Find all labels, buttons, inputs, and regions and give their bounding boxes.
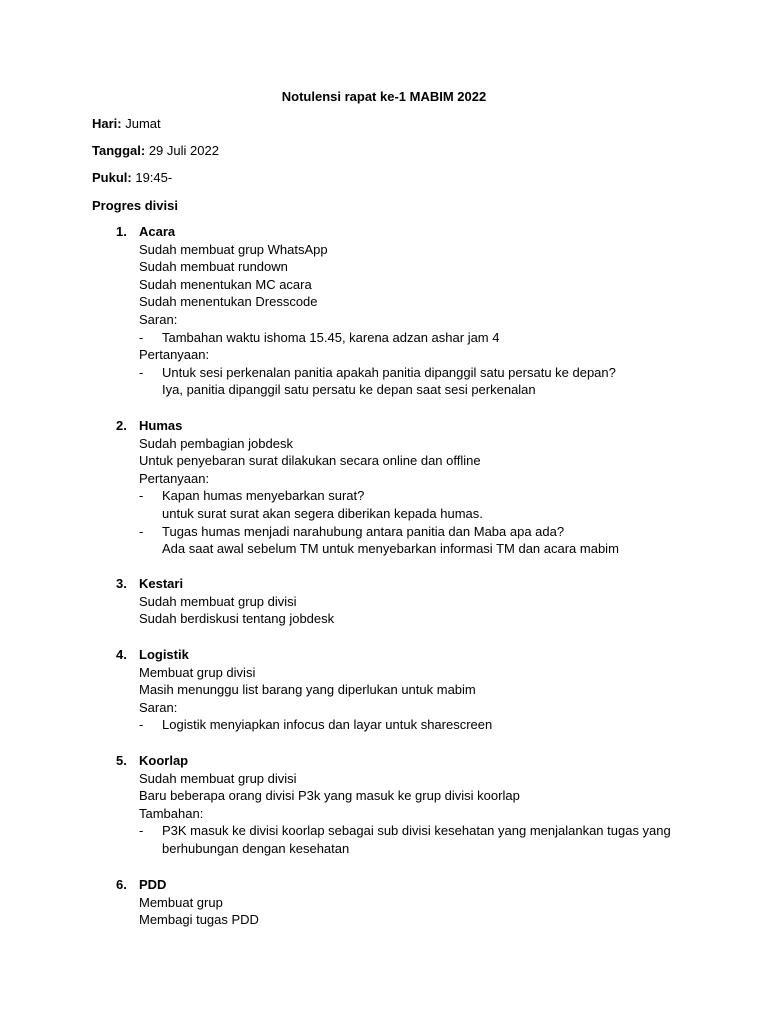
item-heading: Koorlap	[139, 753, 189, 768]
section-title: Progres divisi	[92, 198, 178, 213]
bullet-point	[139, 329, 678, 347]
answer-text: Iya, panitia dipanggil satu persatu ke depan saat sesi perkenalan	[162, 382, 536, 398]
bullet-point	[139, 822, 678, 857]
bullet-text: Untuk sesi perkenalan panitia apakah panitia dipanggil satu persatu ke depan?	[162, 364, 616, 380]
item-number: 4.	[116, 647, 127, 662]
item-line: Sudah menentukan MC acara	[139, 276, 312, 292]
item-heading: Kestari	[139, 576, 184, 591]
item-line: Saran:	[139, 311, 178, 327]
bullet-point	[139, 364, 678, 382]
hari-label: Hari:	[92, 116, 122, 131]
bullet-text: Kapan humas menyebarkan surat?	[162, 488, 365, 504]
bullet-point	[139, 487, 678, 505]
item-line: Membuat grup divisi	[139, 664, 256, 680]
item-line: Saran:	[139, 699, 178, 715]
item-heading: Acara	[139, 224, 176, 239]
tanggal-value: 29 Juli 2022	[145, 143, 219, 158]
dash-marker: -	[139, 823, 144, 839]
tanggal-label: Tanggal:	[92, 143, 146, 158]
item-body	[139, 575, 678, 628]
answer-text: Ada saat awal sebelum TM untuk menyebarkan informasi TM dan acara mabim	[162, 541, 619, 557]
item-line: Sudah menentukan Dresscode	[139, 294, 318, 310]
item-body	[139, 417, 678, 558]
item-number: 1.	[116, 224, 127, 239]
bullet-point	[139, 523, 678, 541]
pukul-value: 19:45-	[131, 170, 173, 185]
item-heading: Humas	[139, 418, 183, 433]
meta-tanggal	[92, 142, 219, 159]
item-line: Sudah membuat rundown	[139, 259, 288, 275]
bullet-text: Tambahan waktu ishoma 15.45, karena adzan ashar jam 4	[162, 329, 500, 345]
item-line: Sudah membuat grup WhatsApp	[139, 241, 328, 257]
item-body	[139, 646, 678, 734]
item-line: Sudah berdiskusi tentang jobdesk	[139, 611, 335, 627]
pukul-label: Pukul:	[92, 170, 132, 185]
bullet-text: Logistik menyiapkan infocus dan layar untuk sharescreen	[162, 717, 493, 733]
item-body	[139, 223, 678, 399]
bullet-text: Tugas humas menjadi narahubung antara panitia dan Maba apa ada?	[162, 523, 565, 539]
item-line: Masih menunggu list barang yang diperlukan untuk mabim	[139, 682, 476, 698]
item-number: 3.	[116, 576, 127, 591]
dash-marker: -	[139, 717, 144, 733]
dash-marker: -	[139, 488, 144, 504]
item-heading: Logistik	[139, 647, 189, 662]
item-line: Untuk penyebaran surat dilakukan secara online dan offline	[139, 453, 481, 469]
item-line: Pertanyaan:	[139, 347, 210, 363]
item-line: Pertanyaan:	[139, 470, 210, 486]
item-number: 6.	[116, 877, 127, 892]
item-number: 2.	[116, 418, 127, 433]
item-line: Sudah membuat grup divisi	[139, 593, 297, 609]
meta-pukul	[92, 169, 172, 186]
dash-marker: -	[139, 364, 144, 380]
item-line: Membagi tugas PDD	[139, 912, 259, 928]
dash-marker: -	[139, 329, 144, 345]
dash-marker: -	[139, 523, 144, 539]
item-number: 5.	[116, 753, 127, 768]
bullet-text: P3K masuk ke divisi koorlap sebagai sub divisi kesehatan yang menjalankan tugas yang berhubungan dengan kesehatan	[162, 823, 671, 856]
item-body	[139, 876, 678, 929]
item-body	[139, 752, 678, 858]
bullet-point	[139, 716, 678, 734]
hari-value: Jumat	[121, 116, 161, 131]
item-heading: PDD	[139, 877, 167, 892]
item-line: Tambahan:	[139, 805, 204, 821]
item-line: Membuat grup	[139, 894, 223, 910]
item-line: Baru beberapa orang divisi P3k yang masuk ke grup divisi koorlap	[139, 788, 520, 804]
document-title: Notulensi rapat ke-1 MABIM 2022	[281, 89, 487, 104]
item-line: Sudah pembagian jobdesk	[139, 435, 293, 451]
meta-hari	[92, 115, 161, 132]
item-line: Sudah membuat grup divisi	[139, 770, 297, 786]
answer-text: untuk surat surat akan segera diberikan kepada humas.	[162, 505, 483, 521]
